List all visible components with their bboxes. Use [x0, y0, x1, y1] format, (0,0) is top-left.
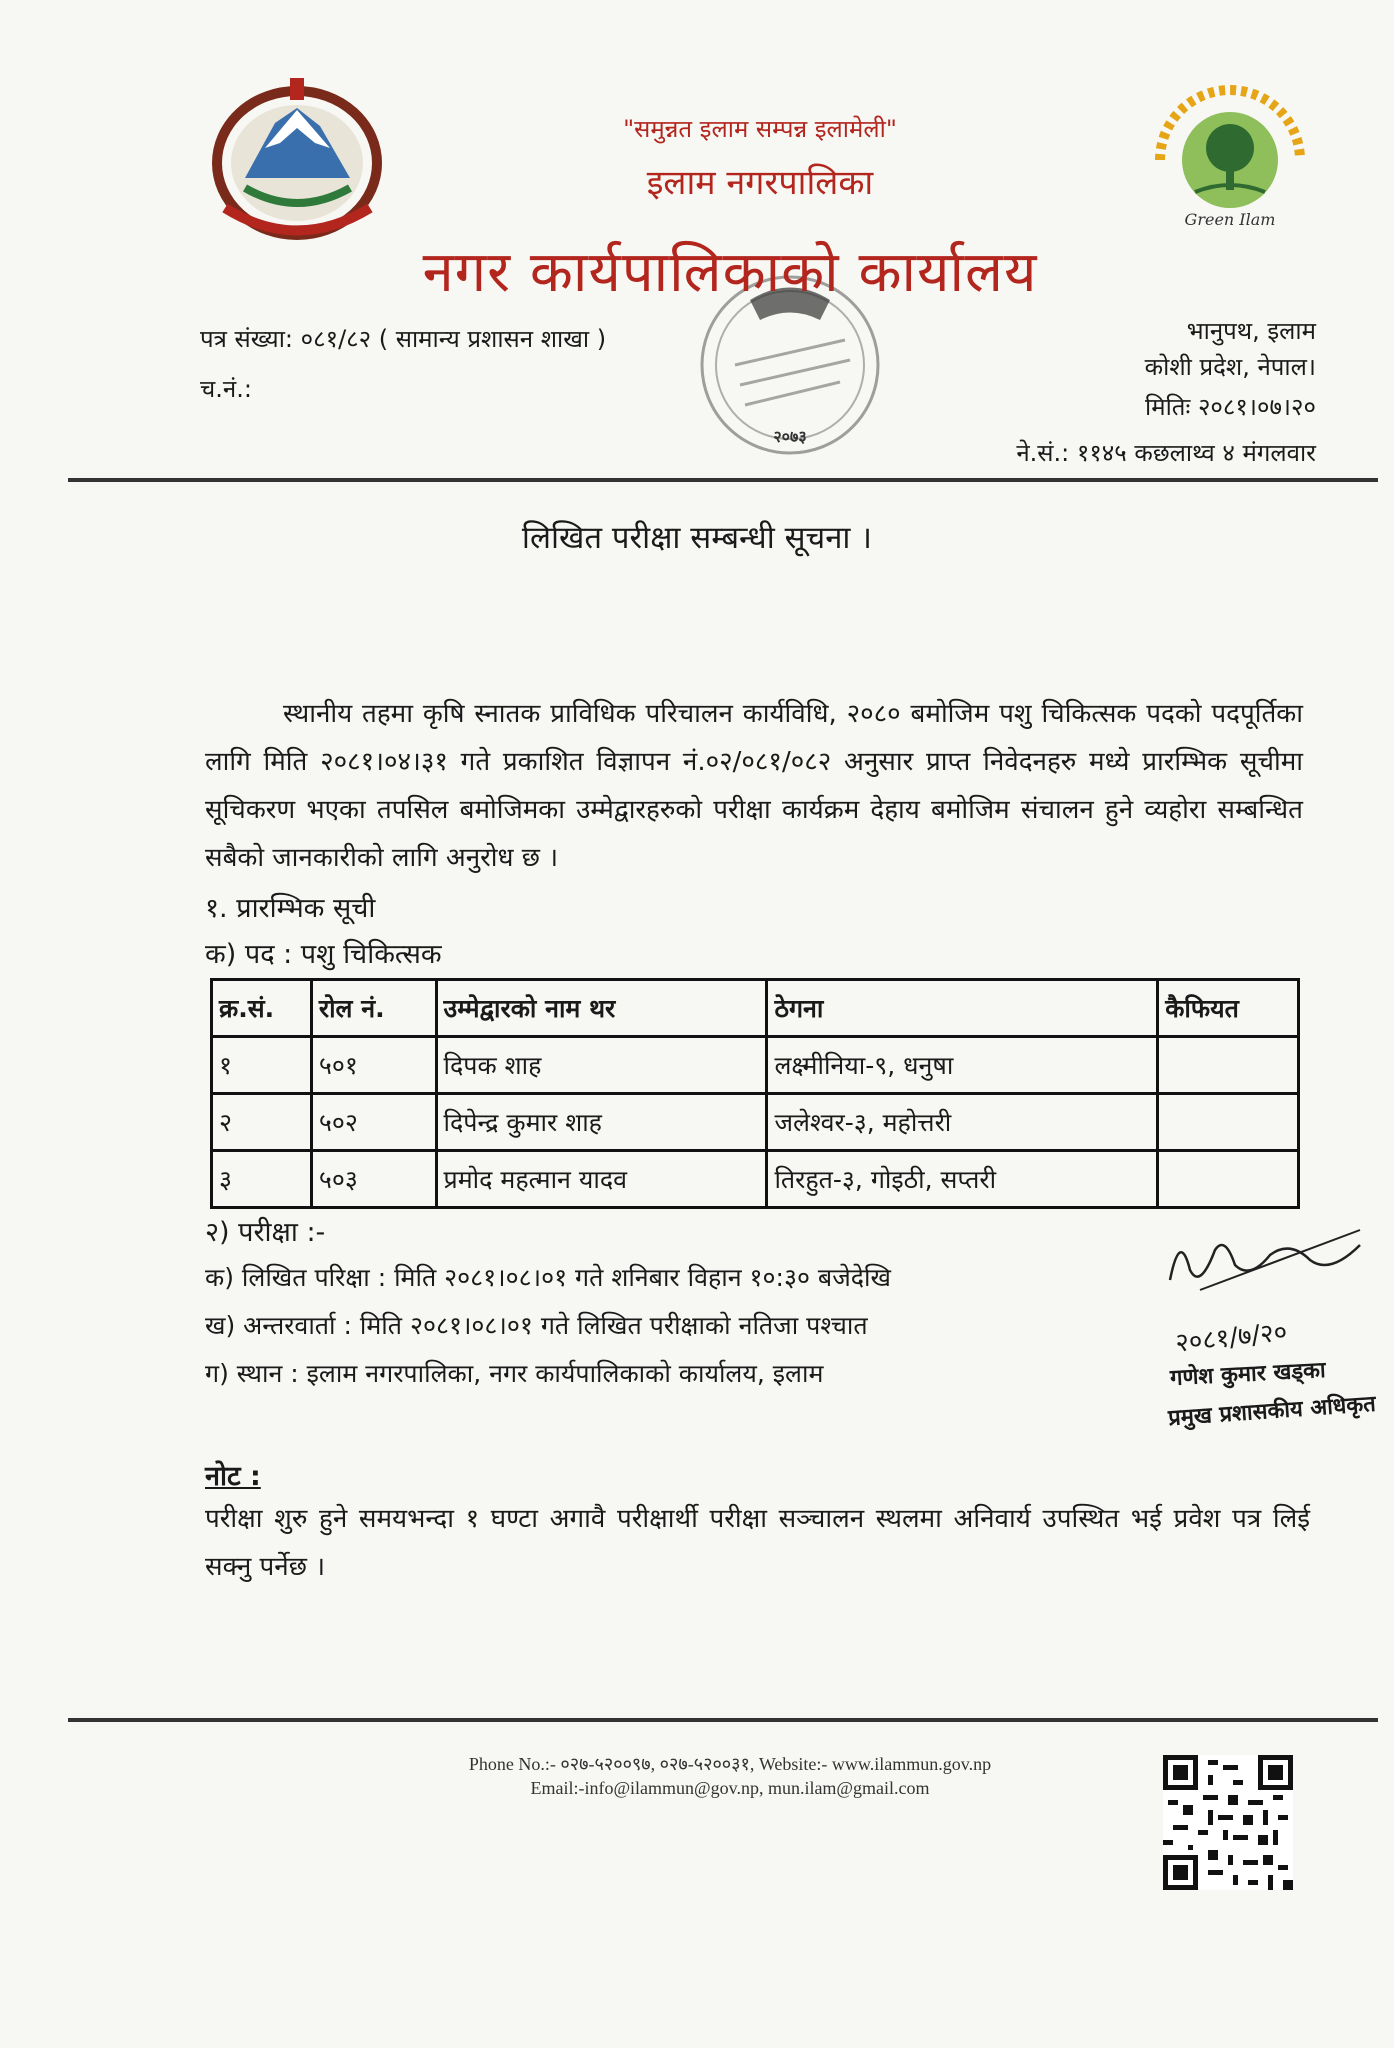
col-name: उम्मेद्वारको नाम थर	[436, 980, 767, 1037]
footer-email: Email:-info@ilammun@gov.np, mun.ilam@gmail.com	[530, 1778, 930, 1798]
signature-date: २०८१/७/२०	[1173, 1317, 1289, 1359]
col-address: ठेगना	[767, 980, 1158, 1037]
candidate-table	[210, 978, 1300, 1209]
cell-address: जलेश्वर-३, महोत्तरी	[767, 1094, 1158, 1151]
interview-line: ख) अन्तरवार्ता : मिति २०८१।०८।०१ गते लिखित परीक्षाको नतिजा पश्चात	[205, 1311, 868, 1340]
table-header-row	[212, 980, 1299, 1037]
venue-line: ग) स्थान : इलाम नगरपालिका, नगर कार्यपालिकाको कार्यालय, इलाम	[205, 1359, 824, 1388]
post-label: क) पद : पशु चिकित्सक	[205, 939, 442, 970]
col-serial: क्र.सं.	[212, 980, 312, 1037]
note-text: परीक्षा शुरु हुने समयभन्दा १ घण्टा अगावै परीक्षार्थी परीक्षा सञ्चालन स्थलमा अनिवार्य उपस्थित भई प्रवेश पत्र लिई सक्नु पर्नेछ ।	[205, 1504, 1310, 1582]
intro-paragraph: स्थानीय तहमा कृषि स्नातक प्राविधिक परिचालन कार्यविधि, २०८० बमोजिम पशु चिकित्सक पदको पदपूर्तिका लागि मिति २०८१।०४।३१ गते प्रकाशित विज्ञापन नं.०२/०८१/०८२ अनुसार प्राप्त निवेदनहरु मध्ये प्रारम्भिक सूचीमा सूचिकरण भएका तपसिल बमोजिमका उम्मेद्वारहरुको परीक्षा कार्यक्रम देहाय बमोजिम संचालन हुने व्यहोरा सम्बन्धित सबैको जानकारीको लागि अनुरोध छ ।	[205, 699, 1303, 873]
letter-number: पत्र संख्या: ०८१/८२ ( सामान्य प्रशासन शाखा )	[200, 325, 607, 353]
cell-remarks	[1158, 1037, 1299, 1094]
letter-date: मितिः २०८१।०७।२०	[1145, 393, 1316, 421]
cell-roll: ५०३	[311, 1151, 436, 1208]
green-logo-text: Green Ilam	[1184, 210, 1276, 229]
cell-roll: ५०१	[311, 1037, 436, 1094]
dispatch-number: च.नं.:	[200, 375, 252, 403]
cell-serial: १	[212, 1037, 312, 1094]
footer-phone: Phone No.:- ०२७-५२००९७, ०२७-५२००३१, Website:- www.ilammun.gov.np	[468, 1754, 992, 1774]
address-line-2: कोशी प्रदेश, नेपाल।	[1144, 353, 1316, 381]
cell-remarks	[1158, 1094, 1299, 1151]
cell-name: दिपेन्द्र कुमार शाह	[436, 1094, 767, 1151]
cell-address: तिरहुत-३, गोइठी, सप्तरी	[767, 1151, 1158, 1208]
municipality-name: इलाम नगरपालिका	[646, 163, 874, 203]
col-roll: रोल नं.	[311, 980, 436, 1037]
table-row	[212, 1094, 1299, 1151]
cell-serial: २	[212, 1094, 312, 1151]
stamp-year: २०७३	[773, 427, 807, 446]
header-divider	[68, 478, 1378, 482]
cell-name: प्रमोद महत्मान यादव	[436, 1151, 767, 1208]
cell-remarks	[1158, 1151, 1299, 1208]
table-row	[212, 1037, 1299, 1094]
section1-heading: १. प्रारम्भिक सूची	[205, 893, 376, 924]
signatory-name: गणेश कुमार खड्का	[1169, 1357, 1327, 1392]
footer-divider	[68, 1718, 1378, 1722]
nepal-emblem-icon	[205, 68, 390, 243]
qr-code-icon	[1163, 1755, 1293, 1890]
col-remarks: कैफियत	[1158, 980, 1299, 1037]
cell-serial: ३	[212, 1151, 312, 1208]
section2-heading: २) परीक्षा :-	[205, 1217, 326, 1248]
office-name: नगर कार्यपालिकाको कार्यालय	[422, 240, 1038, 305]
signature-icon	[1160, 1220, 1380, 1310]
note-heading: नोट :	[205, 1461, 261, 1492]
cell-name: दिपक शाह	[436, 1037, 767, 1094]
notice-title: लिखित परीक्षा सम्बन्धी सूचना ।	[521, 520, 873, 556]
address-line-1: भानुपथ, इलाम	[1186, 317, 1316, 345]
table-row	[212, 1151, 1299, 1208]
nepal-sambat-date: ने.सं.: ११४५ कछलाथ्व ४ मंगलवार	[1016, 439, 1316, 467]
green-ilam-logo-icon	[1150, 80, 1310, 230]
motto: "समुन्नत इलाम सम्पन्न इलामेली"	[623, 115, 897, 143]
signatory-designation: प्रमुख प्रशासकीय अधिकृत	[1167, 1391, 1377, 1432]
cell-address: लक्ष्मीनिया-९, धनुषा	[767, 1037, 1158, 1094]
written-exam-line: क) लिखित परिक्षा : मिति २०८१।०८।०१ गते शनिबार विहान १०:३० बजेदेखि	[205, 1263, 891, 1292]
cell-roll: ५०२	[311, 1094, 436, 1151]
